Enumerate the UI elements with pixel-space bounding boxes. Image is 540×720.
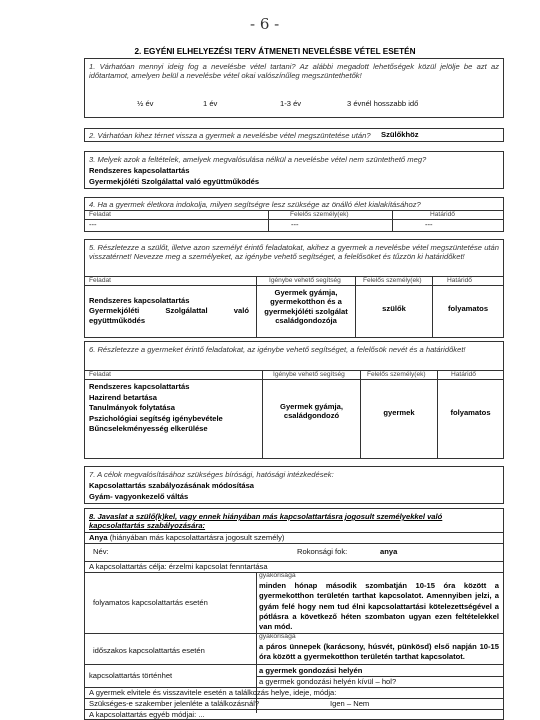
s5-responsible: szülők xyxy=(382,304,406,313)
section-7 xyxy=(84,466,504,504)
s8-person-label: Anya xyxy=(89,533,108,542)
s8-place-option-inside[interactable]: a gyermek gondozási helyén xyxy=(259,666,363,675)
section-3-answer-2: Gyermekjóléti Szolgálattal való együttműködés xyxy=(89,177,260,186)
option-one-year[interactable]: 1 év xyxy=(203,99,218,108)
section-3-answer-1: Rendszeres kapcsolattartás xyxy=(89,166,190,175)
page-number: - 6 - xyxy=(250,15,280,33)
s5-help: Gyermek gyámja, gyermekotthon és a gyermekjóléti szolgálat családgondozója xyxy=(264,288,348,326)
section-8 xyxy=(84,508,504,720)
section-3 xyxy=(84,151,504,189)
s5-header-responsible: Felelős személy(ek) xyxy=(363,277,422,284)
s8-place-label: kapcsolattartás történhet xyxy=(89,671,173,680)
section-2 xyxy=(84,128,504,142)
s8-other-label: A kapcsolattartás egyéb módjai: ... xyxy=(89,710,205,719)
s4-header-responsible: Felelős személy(ek) xyxy=(290,211,349,218)
option-half-year[interactable]: ½ év xyxy=(137,99,154,108)
s5-task-line-2: Gyermekjóléti Szolgálattal való xyxy=(89,306,249,315)
s8-continuous-freq-label: gyakorisága xyxy=(259,572,296,579)
s6-header-help: Igénybe vehető segítség xyxy=(273,371,345,378)
section-4-question: 4. Ha a gyermek életkora indokolja, milyen segítségre lesz szüksége az önálló élet kialakításához? xyxy=(89,200,421,209)
section-1-question: 1. Várhatóan mennyi ideig fog a nevelésbe vétel tartani? Az alábbi megadott lehetőségek közül jelölje be azt az időtartamot, amelyen belül a nevelésbe vétel okai valószínűleg megszüntethetők! xyxy=(89,62,499,81)
section-4 xyxy=(84,197,504,232)
page-title: 2. EGYÉNI ELHELYEZÉSI TERV ÁTMENETI NEVELÉSBE VÉTEL ESETÉN xyxy=(134,47,416,56)
s6-header-deadline: Határidő xyxy=(451,371,476,378)
option-one-three-years[interactable]: 1-3 év xyxy=(280,99,302,108)
s4-cell-deadline: --- xyxy=(425,220,433,229)
s8-purpose-value: érzelmi kapcsolat fenntartása xyxy=(168,562,268,571)
s5-header-task: Feladat xyxy=(89,277,111,284)
s4-header-task: Feladat xyxy=(89,211,111,218)
s5-header-deadline: Határidő xyxy=(447,277,472,284)
s6-task: Hazirend betartása xyxy=(89,392,157,402)
section-5-question: 5. Részletezze a szülőt, illetve azon személyt érintő feladatokat, akihez a gyermek a nevelésbe vétel megszüntetése után visszatérnet! Nevezze meg a személyeket, az igénybe vehető segítséget, a felelősöket és tűzzön ki határidőket! xyxy=(89,243,499,262)
s8-purpose-label: A kapcsolattartás célja: xyxy=(89,562,167,571)
s4-cell-task: --- xyxy=(89,220,97,229)
section-6-question: 6. Részletezze a gyermeket érintő feladatokat, az igénybe vehető segítséget, a felelősök nevét és a határidőket! xyxy=(89,345,466,354)
s5-deadline: folyamatos xyxy=(447,304,489,313)
s6-task: Tanulmányok folytatása xyxy=(89,403,175,412)
section-2-question: 2. Várhatóan kihez térnet vissza a gyermek a nevelésbe vétel megszüntetése után? xyxy=(89,131,371,140)
s8-continuous-label: folyamatos kapcsolattartás esetén xyxy=(93,598,208,607)
section-5 xyxy=(84,239,504,338)
s8-periodic-label: időszakos kapcsolattartás esetén xyxy=(93,646,205,655)
s6-tasks xyxy=(89,382,223,435)
s8-relation-value: anya xyxy=(380,547,398,556)
s5-task-line-3: együttműködés xyxy=(89,316,146,325)
s8-periodic-text: a páros ünnepek (karácsony, húsvét, pünkösd) első napján 10-15 óra között a gyermekotthon területén tarthat kapcsolatot. xyxy=(259,642,499,662)
section-6 xyxy=(84,341,504,459)
s8-person-note: (hiányában más kapcsolattartásra jogosult személy) xyxy=(109,533,285,542)
s8-expert-value[interactable]: Igen – Nem xyxy=(330,699,370,708)
s6-deadline: folyamatos xyxy=(450,408,491,417)
s6-task: Bűncselekményesség elkerülése xyxy=(89,424,208,433)
s8-purpose xyxy=(89,562,268,571)
s6-task: Rendszeres kapcsolattartás xyxy=(89,382,190,391)
section-2-answer: Szülőkhöz xyxy=(381,130,419,139)
section-7-question: 7. A célok megvalósításához szükséges bírósági, hatósági intézkedések: xyxy=(89,470,334,479)
s5-header-help: Igénybe vehető segítség xyxy=(269,277,341,284)
s8-expert-label: Szükséges-e szakember jelenléte a találkozásnál? xyxy=(89,699,260,708)
option-over-three-years[interactable]: 3 évnél hosszabb idő xyxy=(347,99,419,108)
section-3-question: 3. Melyek azok a feltételek, amelyek megvalósulása nélkül a nevelésbe vétel nem szüntethető meg? xyxy=(89,155,427,164)
section-1 xyxy=(84,58,504,118)
s8-relation-label: Rokonsági fok: xyxy=(297,547,348,556)
s8-trip-label: A gyermek elvitele és visszavitele esetén a találkozás helye, ideje, módja: xyxy=(89,688,337,697)
section-7-answer-1: Kapcsolattartás szabályozásának módosítása xyxy=(89,481,255,490)
s8-place-option-outside[interactable]: a gyermek gondozási helyén kívül – hol? xyxy=(259,677,397,686)
s8-continuous-text: minden hónap második szombatján 10-15 óra között a gyermekotthon területén tarthat kapcsolatot. Amennyiben jelzi, a gyám felé hogy nem tud élni kapcsolattartási kötelezettségével a pótlásra a következő héten szombaton ugyan ezen feltételekkel van mód. xyxy=(259,581,499,632)
s6-header-responsible: Felelős személy(ek) xyxy=(367,371,426,378)
s4-header-deadline: Határidő xyxy=(430,211,455,218)
s6-responsible: gyermek xyxy=(383,408,415,417)
s8-periodic-freq-label: gyakorisága xyxy=(259,633,296,640)
s5-task-line-1: Rendszeres kapcsolattartás xyxy=(89,296,190,305)
s6-task: Pszichológiai segítség igénybevétele xyxy=(89,413,223,423)
section-7-answer-2: Gyám- vagyonkezelő váltás xyxy=(89,492,189,501)
s4-cell-responsible: --- xyxy=(291,220,299,229)
s6-help: Gyermek gyámja, családgondozó xyxy=(280,402,343,421)
s8-person xyxy=(89,533,284,542)
s8-name-label: Név: xyxy=(93,547,109,556)
s6-header-task: Feladat xyxy=(89,371,111,378)
section-8-question: 8. Javaslat a szülő(k)kel, vagy ennek hiányában más kapcsolattartásra jogosult személyekkel való kapcsolattartás szabályozására: xyxy=(89,512,443,531)
